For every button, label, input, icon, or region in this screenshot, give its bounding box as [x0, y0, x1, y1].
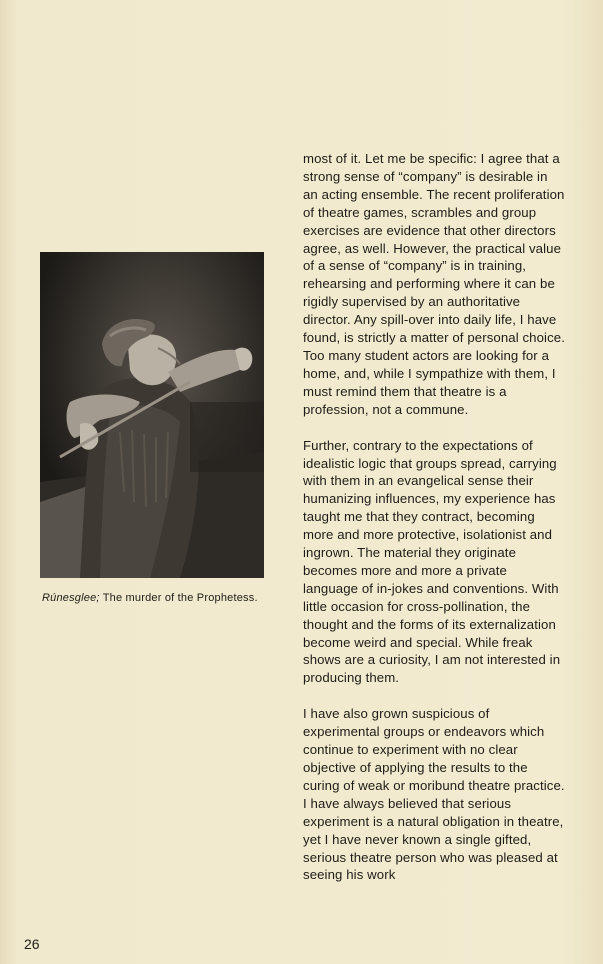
photo-caption [42, 590, 274, 606]
caption-play-title: Rúnesglee; [42, 592, 100, 604]
paragraph-company: most of it. Let me be specific: I agree that a strong sense of “company” is desirable in an acting ensemble. The recent proliferation of theatre games, scrambles and group exercises are evidence that other directors agree, as well. However, the practical value of a sense of “company” is in training, rehearsing and performing where it can be rigidly supervised by an authoritative director. Any spill-over into daily life, I have found, is strictly a matter of personal choice. Too many student actors are looking for a home, and, while I sympathize with them, I must remind them that theatre is a profession, not a commune. [303, 151, 565, 417]
paragraph-experiment: I have also grown suspicious of experimental groups or endeavors which continue to experiment with no clear objective of applying the results to the curing of weak or moribund theatre practice. I have always believed that serious experiment is a natural obligation in theatre, yet I have never known a single gifted, serious theatre person who was pleased at seeing his work [303, 706, 565, 883]
paragraph-groups: Further, contrary to the expectations of idealistic logic that groups spread, carrying with them in an evangelical sense their humanizing influences, my experience has taught me that they contract, becoming more and more protective, isolationist and ingrown. The material they originate becomes more and more a private language of in-jokes and conventions. With little occasion for cross-pollination, the thought and the forms of its externalization become weird and special. While freak shows are a curiosity, I am not interested in producing them. [303, 437, 561, 686]
essay-text-column [303, 150, 565, 902]
caption-description: The murder of the Prophetess. [99, 592, 258, 604]
page-number: 26 [24, 936, 40, 952]
photograph-image [40, 252, 264, 578]
performance-photograph [40, 252, 264, 578]
